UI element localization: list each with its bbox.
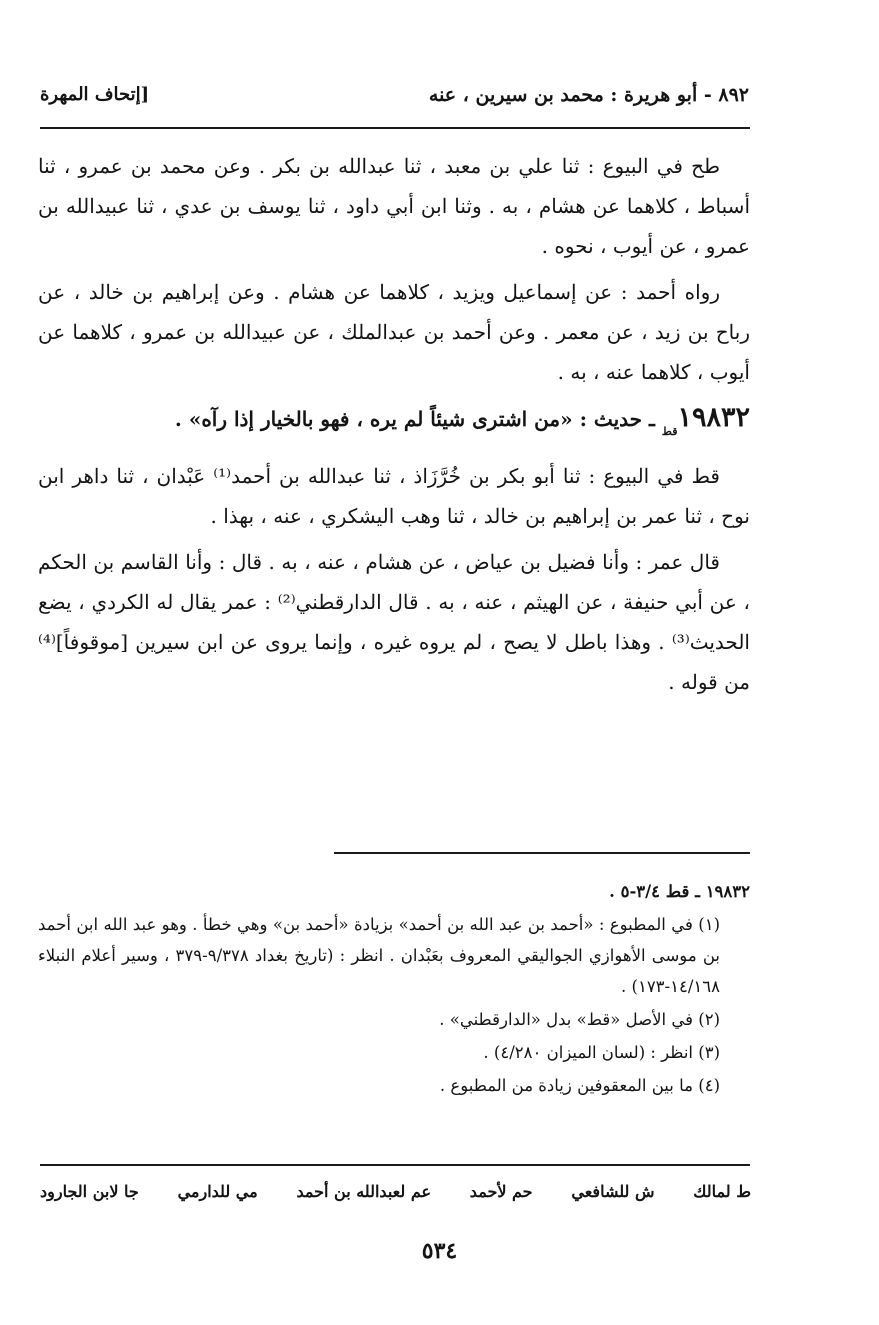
main-text — [38, 146, 750, 708]
paragraph-qt: قط في البيوع : ثنا أبو بكر بن خُرَّزَاذ ، ثنا عبدالله بن أحمد⁽¹⁾ عَبْدان ، ثنا داهر ابن نوح ، ثنا عمر بن إبراهيم بن خالد ، ثنا وهب اليشكري ، عنه ، بهذا . — [38, 464, 750, 528]
footnote-rule — [334, 852, 750, 854]
abbreviation-item: ط لمالك — [693, 1182, 751, 1201]
running-header-chapter: ٨٩٢ - أبو هريرة : محمد بن سيرين ، عنه — [428, 84, 749, 106]
abbreviation-item: جا لابن الجارود — [40, 1182, 139, 1201]
abbreviation-item: مي للدارمي — [177, 1182, 258, 1201]
footnote-reference: ١٩٨٣٢ ـ قط ٣/٤-٥ . — [609, 882, 750, 901]
footnote-2: (٢) في الأصل «قط» بدل «الدارقطني» . — [439, 1010, 720, 1029]
hadith-heading — [38, 398, 750, 452]
paragraph-tah: طح في البيوع : ثنا علي بن معبد ، ثنا عبدالله بن بكر . وعن محمد بن عمرو ، ثنا أسباط ، كلاهما عن هشام ، به . وثنا ابن أبي داود ، ثنا يوسف بن عدي ، ثنا عبيدالله بن عمرو ، عن أيوب ، نحوه . — [38, 154, 750, 258]
running-header-book: [إتحاف المهرة — [40, 84, 150, 105]
paragraph-umar: قال عمر : وأنا فضيل بن عياض ، عن هشام ، عنه ، به . قال : وأنا القاسم بن الحكم ، عن أبي حنيفة ، عن الهيثم ، عنه ، به . قال الدارقطني⁽²⁾ : عمر يقال له الكردي ، يضع الحديث⁽³⁾ . وهذا باطل لا يصح ، لم يروه غيره ، وإنما يروى عن ابن سيرين [موقوفاً]⁽⁴⁾ من قوله . — [38, 550, 751, 694]
footnote-3: (٣) انظر : (لسان الميزان ٤/٢٨٠) . — [483, 1043, 720, 1062]
paragraph-ahmad: رواه أحمد : عن إسماعيل ويزيد ، كلاهما عن هشام . وعن إبراهيم بن خالد ، عن رباح بن زيد ، عن معمر . وعن أحمد بن عبدالملك ، عن عبيدالله بن عمرو ، كلاهما عن أيوب ، كلاهما عنه ، به . — [38, 280, 750, 384]
abbreviations-rule — [40, 1164, 750, 1166]
abbreviation-item: ش للشافعي — [571, 1182, 655, 1201]
abbreviations-key — [40, 1182, 751, 1201]
footnotes — [38, 876, 750, 1103]
footnote-1: (١) في المطبوع : «أحمد بن عبد الله بن أحمد» بزيادة «أحمد بن» وهي خطأ . وهو عبد الله ابن أحمد بن موسى الأهوازي الجواليقي المعروف بعَبْدان . انظر : (تاريخ بغداد ٩/٣٧٨-٣٧٩ ، وسير أعلام النبلاء ١٤/١٦٨-١٧٣) . — [38, 915, 720, 996]
header-rule — [40, 127, 750, 129]
footnote-4: (٤) ما بين المعقوفين زيادة من المطبوع . — [439, 1076, 720, 1095]
hadith-text: «من اشترى شيئاً لم يره ، فهو بالخيار إذا رآه» . — [174, 407, 573, 431]
hadith-source-symbol: قط — [661, 425, 678, 438]
hadith-number: ١٩٨٣٢ — [677, 402, 750, 433]
abbreviation-item: حم لأحمد — [469, 1182, 533, 1201]
hadith-label: ـ حديث : — [579, 407, 655, 431]
abbreviation-item: عم لعبدالله بن أحمد — [296, 1182, 432, 1201]
page-number: ٥٣٤ — [421, 1238, 458, 1264]
